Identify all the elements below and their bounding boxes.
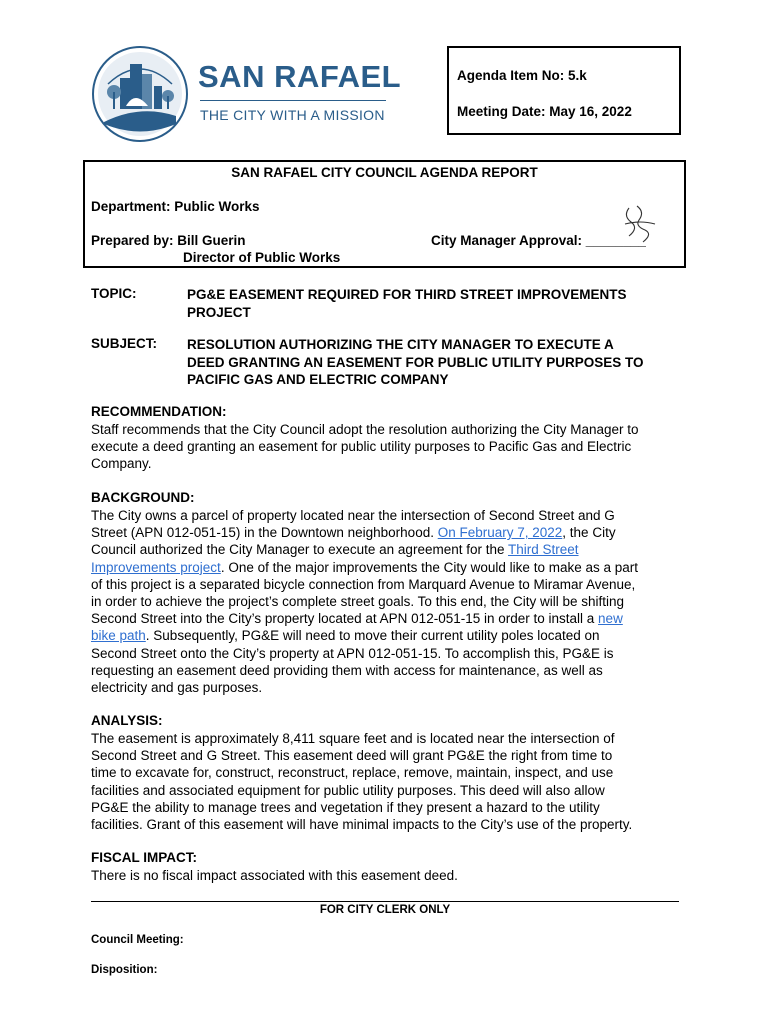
report-title: SAN RAFAEL CITY COUNCIL AGENDA REPORT [231,165,538,180]
text-fragment: Second Street into the City’s property located at APN 012-051-15 in order to install a [91,611,599,627]
agenda-item-number: Agenda Item No: 5.k [457,68,587,83]
analysis-heading: ANALYSIS: [91,713,163,728]
clerk-section-title: FOR CITY CLERK ONLY [319,904,451,916]
agenda-info-box [447,46,681,135]
city-seal-logo [90,44,190,144]
text-fragment: , the City [562,525,616,541]
text-line: electricity and gas purposes. [91,680,263,696]
topic-text [187,286,687,321]
subject-line: DEED GRANTING AN EASEMENT FOR PUBLIC UTILITY PURPOSES TO [187,354,644,370]
subject-line: PACIFIC GAS AND ELECTRIC COMPANY [187,372,449,387]
text-line: PG&E the ability to manage trees and vegetation if they present a hazard to the utility [91,799,600,815]
fiscal-impact-heading: FISCAL IMPACT: [91,850,197,865]
text-line: Second Street onto the City’s property at APN 012-051-15. To accomplish this, PG&E is [91,645,614,661]
disposition-label: Disposition: [91,964,158,976]
text-line: facilities and associated equipment for public utility purposes. This deed will also allow [91,782,605,798]
text-line: in order to achieve the project’s complete street goals. To this end, the City will be shifting [91,594,625,610]
recommendation-text [91,421,691,473]
subject-text [187,336,687,389]
background-text [91,507,691,696]
city-tagline: THE CITY WITH A MISSION [200,107,385,123]
prepared-by-title: Director of Public Works [183,250,341,265]
subject-line: RESOLUTION AUTHORIZING THE CITY MANAGER TO EXECUTE A [187,337,614,352]
topic-line: PG&E EASEMENT REQUIRED FOR THIRD STREET IMPROVEMENTS [187,287,627,302]
bike-path-link[interactable]: bike path [91,628,146,644]
prepared-by: Prepared by: Bill Guerin [91,233,246,248]
city-name: SAN RAFAEL [198,59,402,94]
text-line: time to excavate for, construct, reconstruct, replace, remove, maintain, inspect, and use [91,765,614,781]
text-line: Second Street and G Street. This easement deed will grant PG&E the right from time to [91,748,613,764]
subject-label: SUBJECT: [91,336,158,351]
text-line: Company. [91,456,152,472]
text-line: The City owns a parcel of property located near the intersection of Second Street and G [91,508,615,523]
text-line [91,559,691,576]
city-manager-approval: City Manager Approval: ________ [431,233,646,248]
third-street-project-link[interactable]: Improvements project [91,559,221,575]
city-name-divider [200,100,386,101]
analysis-text [91,730,691,833]
clerk-divider [91,901,679,902]
text-fragment: Street (APN 012-051-15) in the Downtown neighborhood. [91,525,438,541]
background-heading: BACKGROUND: [91,490,195,505]
text-fragment: Council authorized the City Manager to execute an agreement for the [91,542,508,558]
text-fragment: . One of the major improvements the City would like to make as a part [220,559,638,575]
text-line: execute a deed granting an easement for public utility purposes to Pacific Gas and Electric [91,439,632,455]
text-line [91,610,691,627]
manager-signature [615,202,665,246]
text-line: facilities. Grant of this easement will have minimal impacts to the City’s use of the property. [91,817,633,833]
text-line [91,524,691,541]
text-line: The easement is approximately 8,411 square feet and is located near the intersection of [91,731,615,746]
text-line: of this project is a separated bicycle connection from Marquard Avenue to Miramar Avenue, [91,576,636,592]
meeting-date: Meeting Date: May 16, 2022 [457,104,632,119]
topic-line: PROJECT [187,304,251,320]
text-line: requesting an easement deed providing them with access for maintenance, as well as [91,662,603,678]
text-fragment: . Subsequently, PG&E will need to move their current utility poles located on [145,628,600,644]
february-meeting-link[interactable]: On February 7, 2022 [437,525,563,541]
council-meeting-label: Council Meeting: [91,934,184,946]
topic-label: TOPIC: [91,286,137,301]
fiscal-impact-text [91,867,691,884]
recommendation-heading: RECOMMENDATION: [91,404,227,419]
department: Department: Public Works [91,199,260,214]
text-line: Staff recommends that the City Council adopt the resolution authorizing the City Manager to [91,422,639,437]
text-line [91,627,691,644]
third-street-project-link[interactable]: Third Street [508,542,579,558]
text-line [91,541,691,558]
text-line: There is no fiscal impact associated with this easement deed. [91,868,458,883]
bike-path-link[interactable]: new [598,611,623,627]
report-header-box [83,160,686,268]
